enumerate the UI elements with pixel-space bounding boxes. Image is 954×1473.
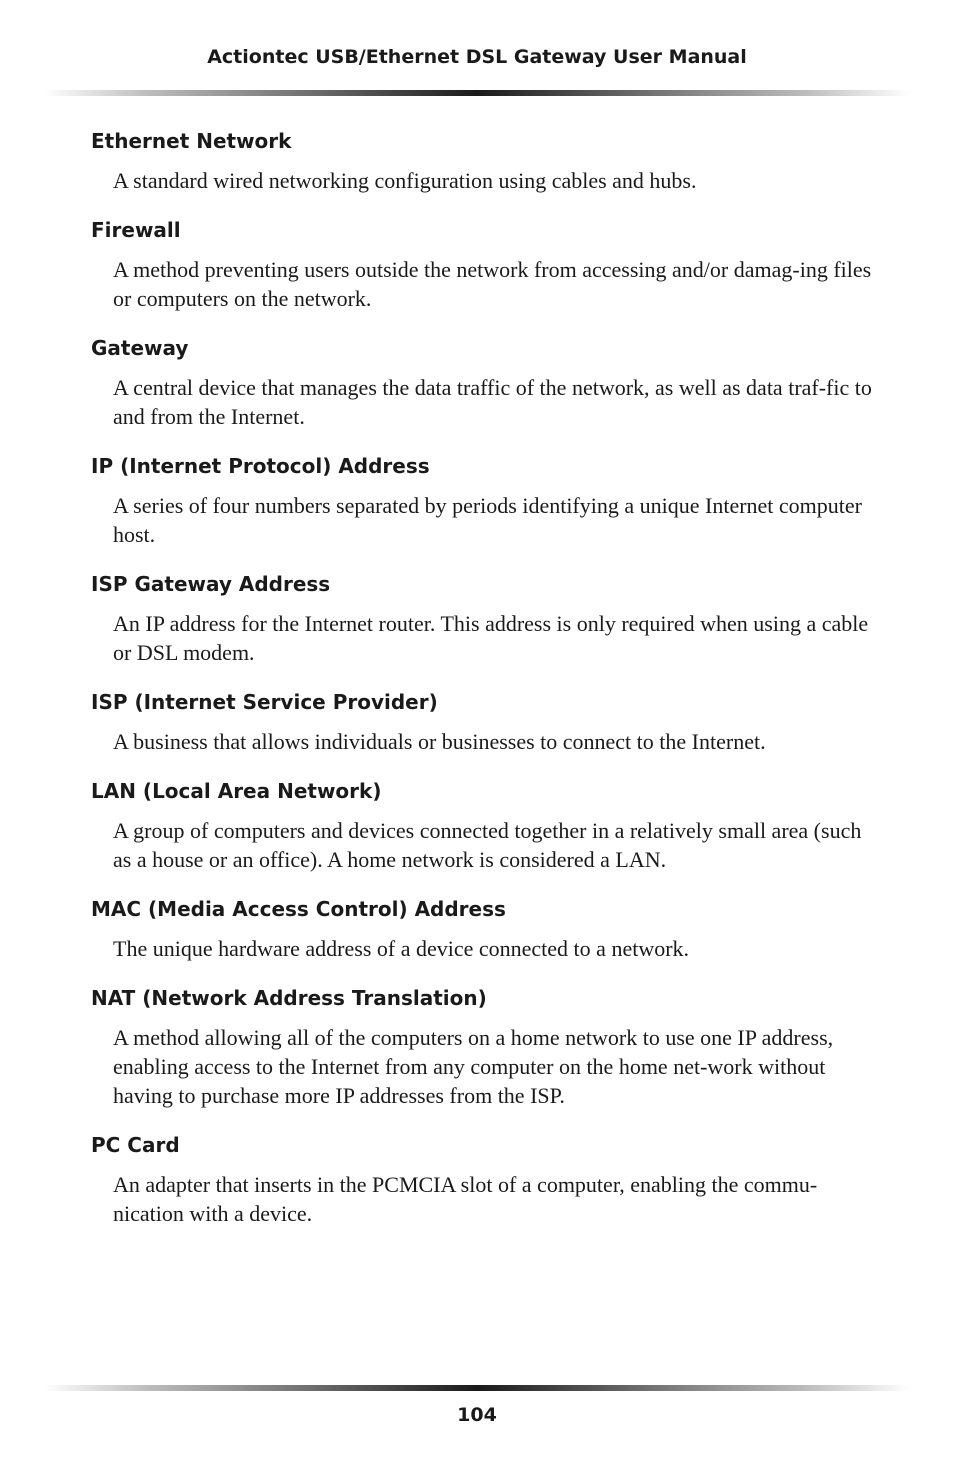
glossary-definition: A method preventing users outside the network from accessing and/or damag-ing files or computers on the network. [113,257,872,311]
glossary-term: IP (Internet Protocol) Address [91,454,430,478]
footer-rule [44,1385,910,1391]
glossary-entry [91,333,871,431]
glossary-entry [91,687,871,756]
glossary-definition: An IP address for the Internet router. This address is only required when using a cable or DSL modem. [113,611,869,665]
glossary-definition: A standard wired networking configuration using cables and hubs. [113,168,697,193]
glossary-term: NAT (Network Address Translation) [91,986,487,1010]
glossary-definition: The unique hardware address of a device connected to a network. [113,936,690,961]
glossary-term: Ethernet Network [91,129,292,153]
glossary-term: ISP Gateway Address [91,572,331,596]
glossary-definition: A central device that manages the data traffic of the network, as well as data traf-fic to and from the Internet. [113,375,872,429]
glossary-term: Gateway [91,336,189,360]
page-number: 104 [457,1404,497,1426]
glossary-entry [91,776,871,874]
glossary-entry [91,983,871,1110]
glossary-entry [91,894,871,963]
glossary-term: LAN (Local Area Network) [91,779,382,803]
glossary-entry [91,1130,871,1228]
glossary-term: Firewall [91,218,181,242]
glossary-term: ISP (Internet Service Provider) [91,690,438,714]
glossary-entry [91,215,871,313]
glossary-entry [91,569,871,667]
glossary-definition: A series of four numbers separated by periods identifying a unique Internet computer host. [113,493,862,547]
glossary-term: PC Card [91,1133,180,1157]
manual-title: Actiontec USB/Ethernet DSL Gateway User Manual [207,46,747,68]
glossary-definition: An adapter that inserts in the PCMCIA slot of a computer, enabling the commu-nication with a device. [113,1172,818,1226]
glossary-entry [91,126,871,195]
glossary-term: MAC (Media Access Control) Address [91,897,506,921]
header-rule [44,90,910,96]
glossary-definition: A method allowing all of the computers on a home network to use one IP address, enabling access to the Internet from any computer on the home net-work without having to purchase more IP addresses from the ISP. [113,1025,834,1108]
glossary-definition: A group of computers and devices connected together in a relatively small area (such as a house or an office). A home network is considered a LAN. [113,818,862,872]
glossary-list [91,126,871,1228]
glossary-entry [91,451,871,549]
glossary-definition: A business that allows individuals or businesses to connect to the Internet. [113,729,766,754]
